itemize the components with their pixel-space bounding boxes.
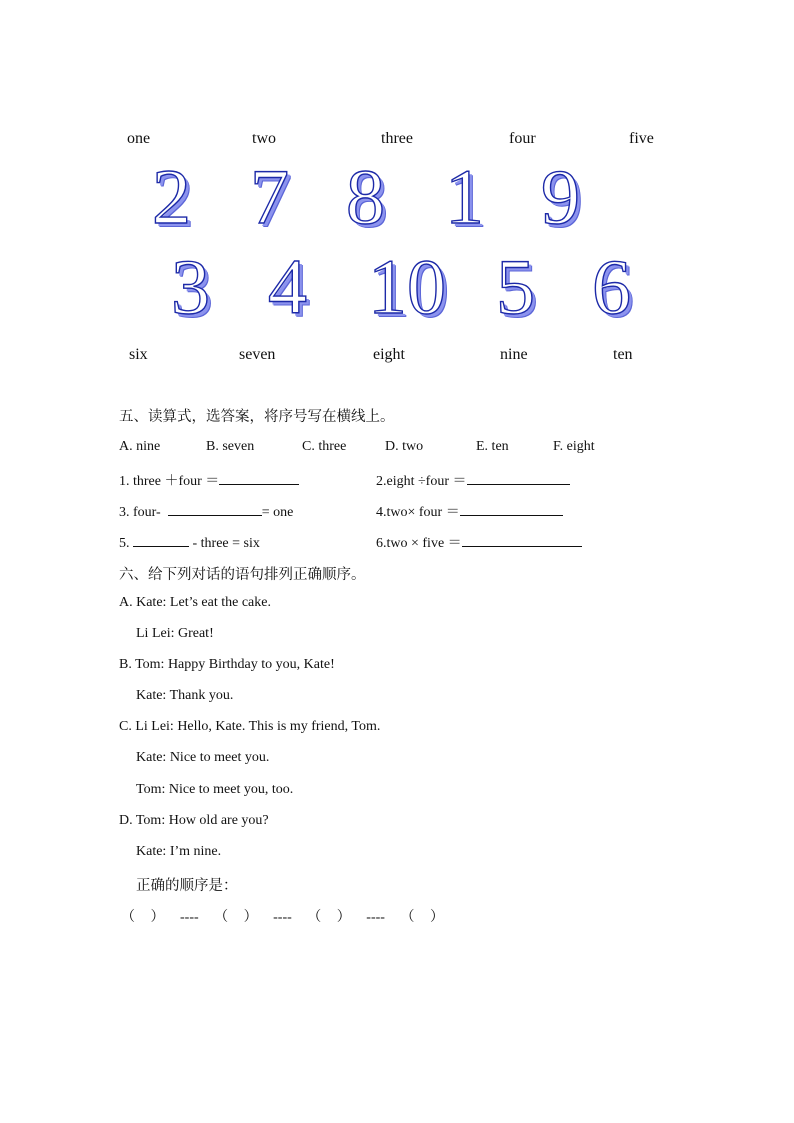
number-word-five: five [629, 130, 654, 147]
option-a: A. nine [119, 439, 161, 454]
digit-image: 7 [250, 153, 289, 240]
dialogue-line: C. Li Lei: Hello, Kate. This is my friend, Tom. [119, 719, 381, 734]
question-6 [376, 532, 582, 552]
option-b: B. seven [206, 439, 255, 454]
answer-blank[interactable] [133, 532, 189, 547]
question-5-text-a: 5. [119, 536, 130, 551]
digit-image: 5 [496, 243, 535, 330]
dialogue-line: D. Tom: How old are you? [119, 813, 269, 828]
number-word-two: two [252, 130, 276, 147]
answer-blank[interactable] [462, 532, 582, 547]
digit-image: 10 [368, 243, 446, 330]
answer-blank[interactable] [460, 501, 563, 516]
dialogue-line: Kate: I’m nine. [136, 844, 222, 859]
dialogue-line: A. Kate: Let’s eat the cake. [119, 595, 271, 610]
question-3-text-a: 3. four- [119, 505, 161, 520]
number-word-four: four [509, 130, 536, 147]
answer-blank[interactable] [467, 470, 570, 485]
dialogue-line: Tom: Nice to meet you, too. [136, 782, 294, 797]
question-3-text-b: = one [261, 505, 294, 520]
option-c: C. three [302, 439, 347, 454]
digit-image: 8 [346, 153, 385, 240]
number-word-six: six [129, 346, 148, 363]
digit-image: 4 [268, 243, 307, 330]
digit-image: 3 [171, 243, 210, 330]
question-4-text: 4.two× four ＝ [376, 505, 460, 520]
digit-image: 6 [592, 243, 631, 330]
option-e: E. ten [476, 439, 509, 454]
section5-title: 五、读算式，选答案，将序号写在横线上。 [119, 409, 395, 425]
option-d: D. two [385, 439, 424, 454]
option-f: F. eight [553, 439, 595, 454]
number-word-seven: seven [239, 346, 276, 363]
question-1-text: 1. three ＋four ＝ [119, 474, 220, 489]
question-5-text-b: - three = six [192, 536, 260, 551]
answer-blank[interactable] [219, 470, 299, 485]
dialogue-line: Kate: Thank you. [136, 688, 234, 703]
question-6-text: 6.two × five ＝ [376, 536, 462, 551]
digit-image: 9 [541, 153, 580, 240]
question-3 [119, 501, 293, 521]
digit-image: 1 [445, 153, 484, 240]
number-word-nine: nine [500, 346, 528, 363]
question-2 [376, 470, 570, 490]
number-word-one: one [127, 130, 151, 147]
digit-image: 2 [152, 153, 191, 240]
dialogue-line: Li Lei: Great! [136, 626, 214, 641]
number-word-ten: ten [613, 346, 633, 363]
order-answer-blanks[interactable]: （ ） ---- （ ） ---- （ ） ---- （ ） [121, 910, 444, 925]
number-word-three: three [381, 130, 413, 147]
question-1 [119, 470, 299, 490]
answer-blank[interactable] [168, 501, 262, 516]
question-5 [119, 532, 260, 552]
dialogue-line: B. Tom: Happy Birthday to you, Kate! [119, 657, 335, 672]
question-2-text: 2.eight ÷four ＝ [376, 474, 467, 489]
section6-title: 六、给下列对话的语句排列正确顺序。 [119, 567, 366, 583]
question-4 [376, 501, 563, 521]
order-label: 正确的顺序是： [136, 878, 238, 894]
number-word-eight: eight [373, 346, 405, 363]
dialogue-line: Kate: Nice to meet you. [136, 750, 270, 765]
